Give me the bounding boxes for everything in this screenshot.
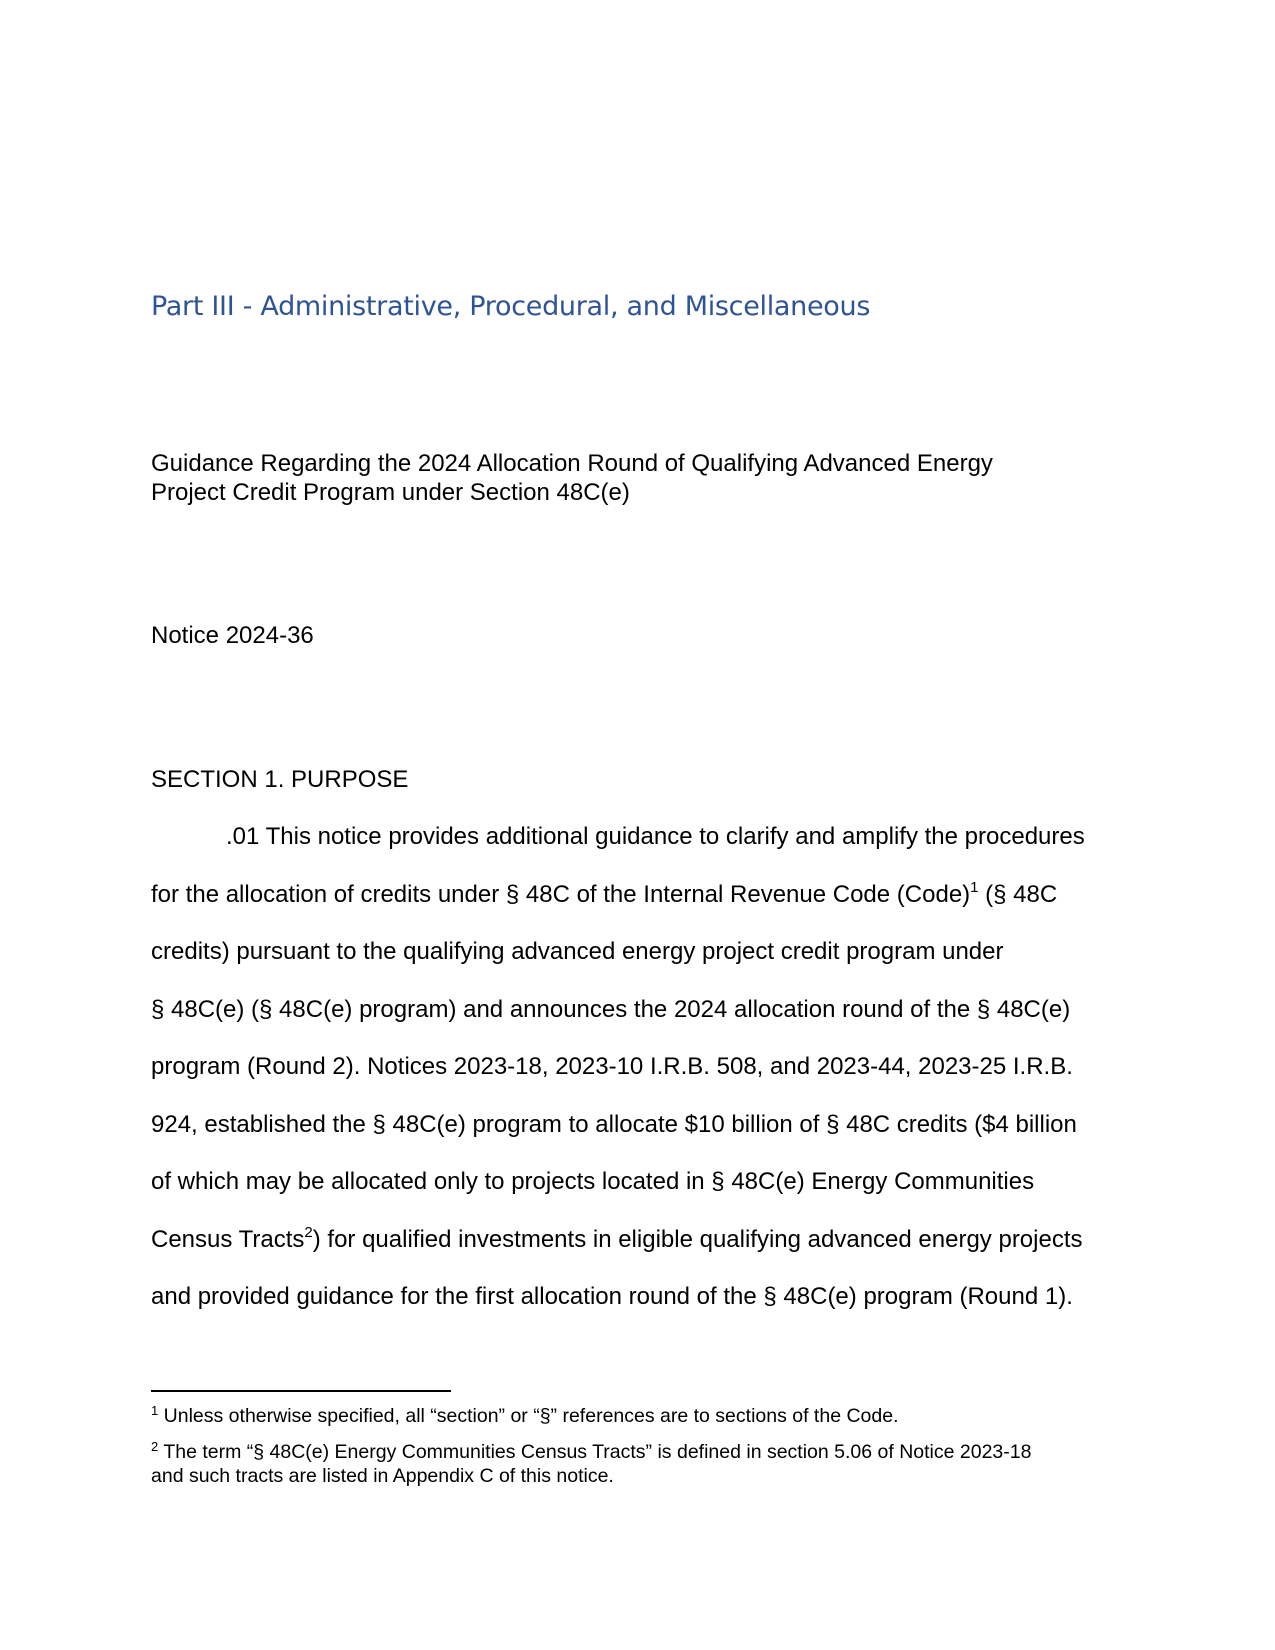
footnote-ref[interactable]: 2: [304, 1224, 313, 1241]
body-line: program (Round 2). Notices 2023-18, 2023-10 I.R.B. 508, and 2023-44, 2023-25 I.R.B.: [151, 1053, 1073, 1080]
body-text: for the allocation of credits under § 48C of the Internal Revenue Code (Code): [151, 881, 971, 908]
body-line: 924, established the § 48C(e) program to allocate $10 billion of § 48C credits ($4 billion: [151, 1111, 1077, 1138]
part-header: Part III - Administrative, Procedural, and Miscellaneous: [151, 291, 871, 322]
body-text: ) for qualified investments in eligible qualifying advanced energy projects: [312, 1226, 1083, 1253]
section-heading: SECTION 1. PURPOSE: [151, 766, 409, 793]
footnote-continuation: and such tracts are listed in Appendix C of this notice.: [151, 1465, 614, 1487]
body-line: [151, 881, 1057, 909]
body-line: § 48C(e) (§ 48C(e) program) and announces the 2024 allocation round of the § 48C(e): [151, 996, 1071, 1023]
footnote: [151, 1441, 1031, 1464]
body-line: [151, 1226, 1083, 1254]
footnote-marker: 2: [151, 1439, 159, 1454]
title-line: Guidance Regarding the 2024 Allocation Round of Qualifying Advanced Energy: [151, 450, 993, 477]
body-line: credits) pursuant to the qualifying advanced energy project credit program under: [151, 938, 1004, 965]
document-title: [151, 449, 993, 507]
footnote-separator: [151, 1390, 451, 1392]
notice-number: Notice 2024-36: [151, 622, 314, 649]
body-text: Census Tracts: [151, 1226, 305, 1253]
footnote-marker: 1: [151, 1403, 159, 1418]
title-line: Project Credit Program under Section 48C(e): [151, 479, 630, 506]
body-line: and provided guidance for the first allocation round of the § 48C(e) program (Round 1).: [151, 1283, 1073, 1310]
footnote-text: Unless otherwise specified, all “section” or “§” references are to sections of the Code.: [163, 1405, 899, 1427]
footnote: [151, 1405, 899, 1428]
body-line: of which may be allocated only to projects located in § 48C(e) Energy Communities: [151, 1168, 1035, 1195]
footnote-text: The term “§ 48C(e) Energy Communities Census Tracts” is defined in section 5.06 of Notice 2023-18: [163, 1441, 1032, 1463]
body-text: (§ 48C: [978, 881, 1058, 908]
footnote-ref[interactable]: 1: [970, 879, 979, 896]
body-line: .01 This notice provides additional guidance to clarify and amplify the procedures: [226, 823, 1085, 850]
